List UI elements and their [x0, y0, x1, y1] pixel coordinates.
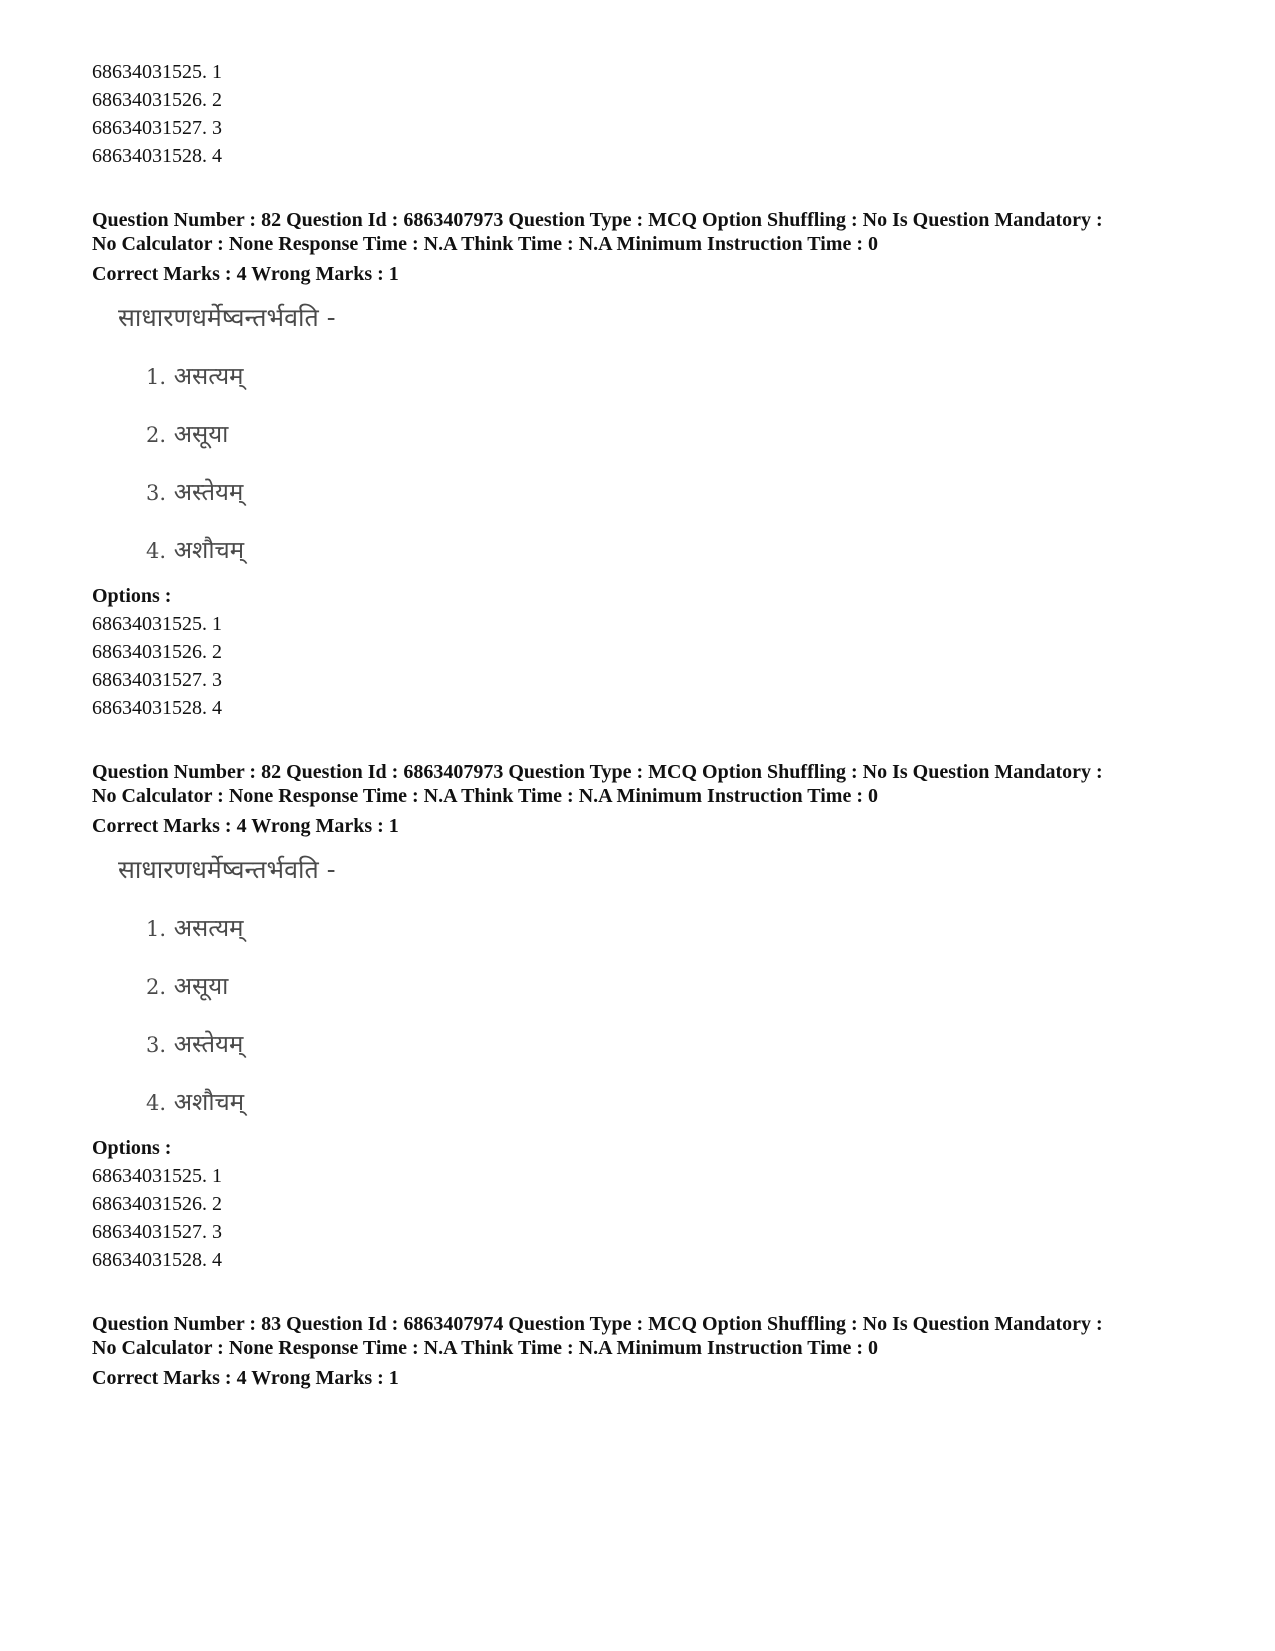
option-line: 68634031526. 2	[92, 89, 222, 111]
options-list	[92, 1162, 1192, 1274]
question-choice	[146, 414, 398, 454]
choice-text: असूया	[173, 972, 229, 1000]
option-line: 68634031526. 2	[92, 1193, 222, 1215]
question-header	[92, 1312, 1192, 1360]
question-choice	[146, 1082, 398, 1122]
question-header	[92, 208, 1192, 256]
choice-text: असत्यम्	[173, 914, 244, 942]
option-line: 68634031527. 3	[92, 117, 222, 139]
choice-number: 2.	[146, 975, 167, 999]
choice-text: अशौचम्	[173, 1088, 245, 1116]
question-stem: साधारणधर्मेष्वन्तर्भवति -	[118, 303, 336, 332]
question-choice	[146, 356, 398, 396]
question-header	[92, 760, 1192, 808]
choice-number: 3.	[146, 1033, 167, 1057]
question-header-line-2: No Calculator : None Response Time : N.A Think Time : N.A Minimum Instruction Time : 0	[92, 785, 878, 807]
question-block	[92, 760, 1192, 1274]
choice-number: 2.	[146, 423, 167, 447]
question-choice	[146, 530, 398, 570]
option-line: 68634031528. 4	[92, 1249, 222, 1271]
question-block	[92, 208, 1192, 722]
option-line: 68634031527. 3	[92, 1221, 222, 1243]
question-header-line-1: Question Number : 82 Question Id : 6863407973 Question Type : MCQ Option Shuffling : No Is Question Mandatory :	[92, 761, 1103, 783]
option-line: 68634031525. 1	[92, 613, 222, 635]
document-page	[92, 58, 1192, 1392]
question-block	[92, 1312, 1192, 1392]
question-image	[118, 850, 398, 1122]
question-choice	[146, 1024, 398, 1064]
choice-text: अस्तेयम्	[173, 478, 244, 506]
choice-text: अस्तेयम्	[173, 1030, 244, 1058]
option-line: 68634031526. 2	[92, 641, 222, 663]
choice-text: असत्यम्	[173, 362, 244, 390]
question-header-line-2: No Calculator : None Response Time : N.A Think Time : N.A Minimum Instruction Time : 0	[92, 233, 878, 255]
choice-number: 1.	[146, 917, 167, 941]
question-image	[118, 298, 398, 570]
question-choice	[146, 908, 398, 948]
option-line: 68634031525. 1	[92, 1165, 222, 1187]
question-stem: साधारणधर्मेष्वन्तर्भवति -	[118, 855, 336, 884]
option-line: 68634031528. 4	[92, 697, 222, 719]
question-choice	[146, 966, 398, 1006]
question-header-line-2: No Calculator : None Response Time : N.A Think Time : N.A Minimum Instruction Time : 0	[92, 1337, 878, 1359]
options-list	[92, 610, 1192, 722]
question-header-line-1: Question Number : 82 Question Id : 6863407973 Question Type : MCQ Option Shuffling : No Is Question Mandatory :	[92, 209, 1103, 231]
option-line: 68634031527. 3	[92, 669, 222, 691]
question-marks: Correct Marks : 4 Wrong Marks : 1	[92, 263, 399, 285]
choice-number: 4.	[146, 539, 167, 563]
choice-text: अशौचम्	[173, 536, 245, 564]
choice-text: असूया	[173, 420, 229, 448]
option-line: 68634031528. 4	[92, 145, 222, 167]
choice-number: 1.	[146, 365, 167, 389]
question-marks: Correct Marks : 4 Wrong Marks : 1	[92, 1367, 399, 1389]
option-line: 68634031525. 1	[92, 61, 222, 83]
options-label: Options :	[92, 585, 172, 607]
choice-number: 3.	[146, 481, 167, 505]
options-label: Options :	[92, 1137, 172, 1159]
top-options-list	[92, 58, 1192, 170]
question-header-line-1: Question Number : 83 Question Id : 6863407974 Question Type : MCQ Option Shuffling : No Is Question Mandatory :	[92, 1313, 1103, 1335]
question-marks: Correct Marks : 4 Wrong Marks : 1	[92, 815, 399, 837]
choice-number: 4.	[146, 1091, 167, 1115]
question-choice	[146, 472, 398, 512]
